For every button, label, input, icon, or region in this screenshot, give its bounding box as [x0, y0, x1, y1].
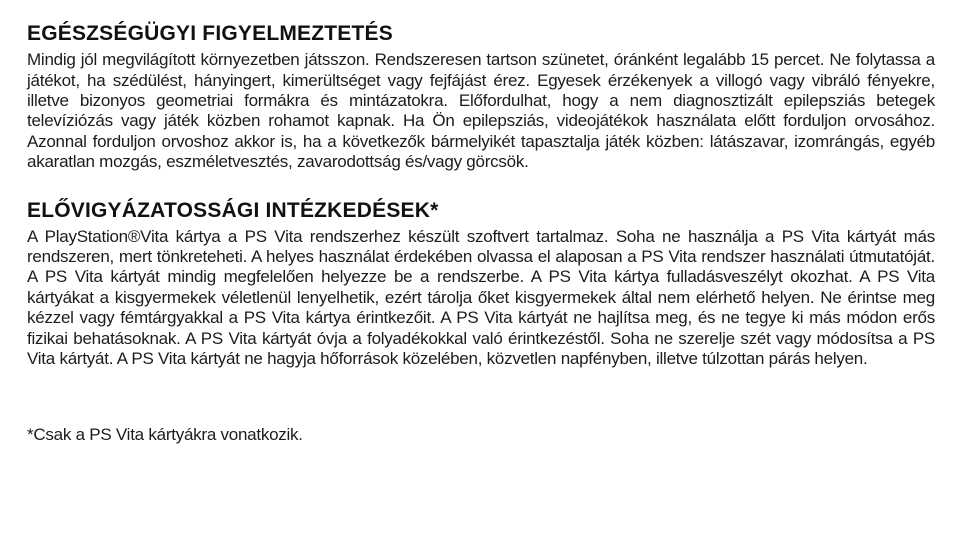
health-warning-text: Mindig jól megvilágított környezetben játsszon. Rendszeresen tartson szünetet, óránként legalább 15 percet. Ne folytassa a játékot, ha szédülést, hányingert, kimerültséget vagy fejfájást érez. Egyesek érzékenyek a villogó vagy vibráló fényekre, illetve bizonyos geometriai formákra és mintázatokra. Előfordulhat, hogy a nem diagnosztizált epilepsziás betegek televíziózás vagy játék közben rohamot kapnak. Ha Ön epilepsziás, videojátékok használata előtt forduljon orvosához. Azonnal forduljon orvoshoz akkor is, ha a következők bármelyikét tapasztalja játék közben: látászavar, izomrángás, egyéb akaratlan mozgás, eszméletvesztés, zavarodottság és/vagy görcsök.: [27, 50, 935, 172]
footnote: *Csak a PS Vita kártyákra vonatkozik.: [27, 425, 303, 445]
precautions-heading: ELŐVIGYÁZATOSSÁGI INTÉZKEDÉSEK*: [27, 198, 439, 222]
health-warning-heading: EGÉSZSÉGÜGYI FIGYELMEZTETÉS: [27, 22, 393, 45]
precautions-text: A PlayStation®Vita kártya a PS Vita rendszerhez készült szoftvert tartalmaz. Soha ne használja a PS Vita kártyát más rendszeren, mert tönkreteheti. A helyes használat érdekében olvassa el alaposan a PS Vita rendszer használati útmutatóját. A PS Vita kártyát mindig megfelelően helyezze be a rendszerbe. A PS Vita kártya fulladásveszélyt okozhat. A PS Vita kártyákat a kisgyermekek véletlenül lenyelhetik, ezért tárolja őket kisgyermekek által nem elérhető helyen. Ne érintse meg kézzel vagy fémtárgyakkal a PS Vita kártya érintkezőit. A PS Vita kártyát ne hajlítsa meg, és ne tegye ki más módon erős fizikai behatásoknak. A PS Vita kártyát óvja a folyadékokkal való érintkezéstől. Soha ne szerelje szét vagy módosítsa a PS Vita kártyát. A PS Vita kártyát ne hagyja hőforrások közelében, közvetlen napfényben, illetve túlzottan párás helyen.: [27, 226, 935, 369]
precautions-section: [27, 199, 935, 370]
health-warning-section: [27, 22, 935, 173]
